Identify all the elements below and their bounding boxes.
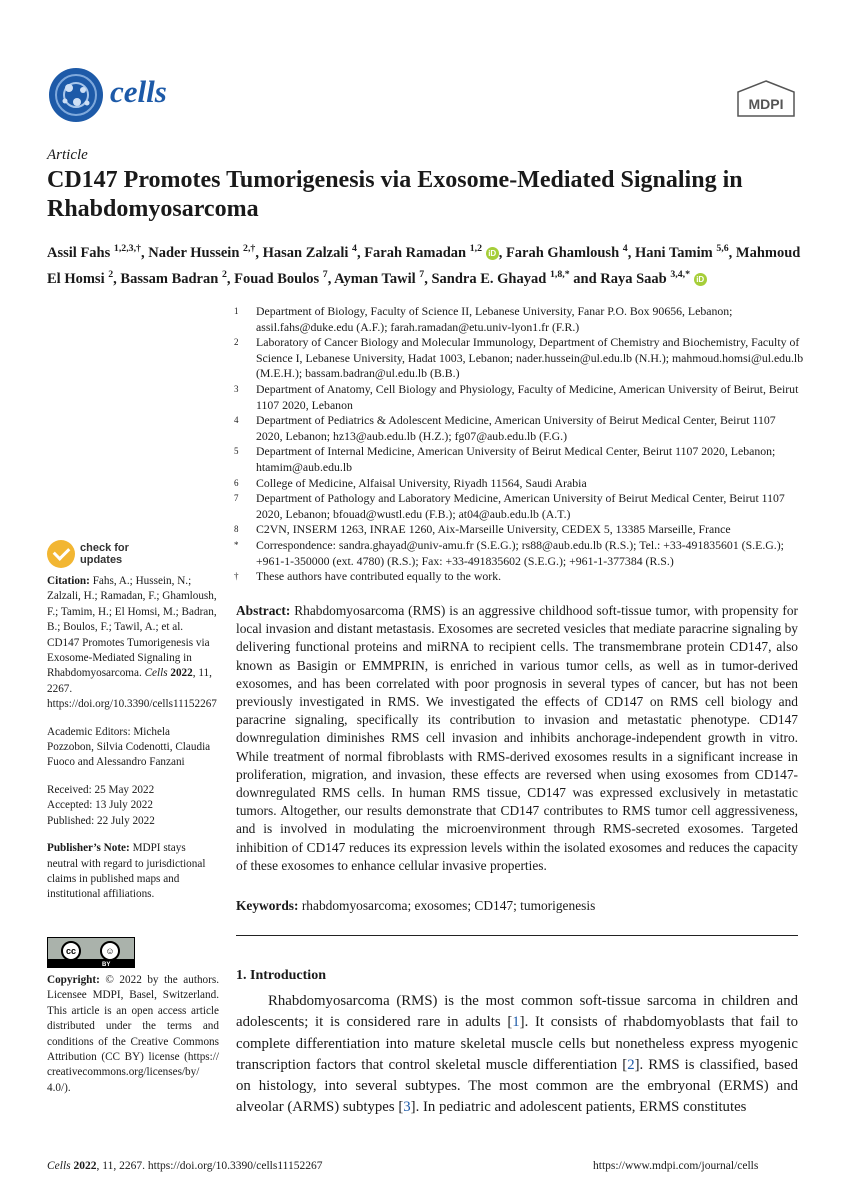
affiliation-number: † <box>234 571 239 582</box>
affiliation-item <box>234 538 804 569</box>
attribution-person-icon: ☺ <box>100 941 120 961</box>
author-name[interactable]: Bassam Badran $^2$ <box>120 268 227 287</box>
affiliation-number: 4 <box>234 415 239 426</box>
author-affiliation-marks: 1,2,3,† <box>113 243 141 254</box>
cells-journal-logo-icon <box>47 66 105 124</box>
author-name[interactable]: Assil Fahs $^{1,2,3,\dagger}$ <box>47 243 141 261</box>
abstract-text: Rhabdomyosarcoma (RMS) is an aggressive childhood soft-tissue tumor, with propensity for local invasion and distant metastasis. Exosomes are secreted vesicles that mediate paracrine signaling by delivering functional proteins and miRNA to recipient cells. The transmembrane protein CD147, also known as Basigin or EMMPRIN, is enriched in various tumor cells, as well as in tumor-derived exosomes, and has been correlated with poor prognosis in several types of cancer, but has not been previously investigated in RMS. We investigated the effects of CD147 on RMS cell biology and paracrine signaling, specifically its contribution to invasion and metastatic phenotype. CD147 downregulation diminishes RMS cell invasion and inhibits anchorage-independent growth in vitro. While treatment of normal fibroblasts with RMS-derived exosomes results in a significant increase in proliferation, migration, and invasion, these effects are reversed when using exosomes from CD147-downregulated RMS cells. In human RMS tissue, CD147 was expressed exclusively in metastatic tumors. Altogether, our results demonstrate that CD147 contributes to RMS tumor cell aggressiveness, and is involved in modulating the microenvironment through RMS-secreted exosomes. Targeted inhibition of CD147 reduces its expression levels within the isolated exosomes and reduces the capacity of these exosomes to enhance cellular invasive properties. <box>236 603 798 873</box>
author-conjunction: and <box>569 270 601 287</box>
footer-citation <box>47 1160 322 1172</box>
author-name[interactable]: Fouad Boulos $^7$ <box>234 268 328 287</box>
affiliation-item <box>234 413 804 444</box>
author-affiliation-marks: 4 <box>352 243 357 254</box>
keywords-text: rhabdomyosarcoma; exosomes; CD147; tumorigenesis <box>301 898 596 913</box>
publisher-note-text: MDPI stays neutral with regard to jurisdictional claims in published maps and institutional affiliations. <box>47 842 206 901</box>
article-title: CD147 Promotes Tumorigenesis via Exosome-Mediated Signaling in Rhabdomyosarcoma <box>47 167 743 222</box>
affiliation-text: These authors have contributed equally to the work. <box>256 569 502 584</box>
published-date: Published: 22 July 2022 <box>47 814 155 827</box>
publisher-note <box>47 841 217 903</box>
author-affiliation-marks: 5,6 <box>716 243 729 254</box>
keywords <box>236 897 798 915</box>
affiliation-text: Correspondence: sandra.ghayad@univ-amu.fr (S.E.G.); rs88@aub.edu.lb (R.S.); Tel.: +33-491835601 (S.E.G.); +961-1-350000 (ext. 4780) (R.S.); Fax: +33-491835602 (S.E.G.); +961-1-377384 (R.S.) <box>256 537 784 568</box>
author-list: Assil Fahs $^{1,2,3,\dagger}$, Nader Hussein $^{2,\dagger}$, Hasan Zalzali $^4$, Farah Ramadan $^{1,2}$ iD , Farah Ghamloush $^4$, Hani Tamim $^{5,6}$, Mahmoud El Homsi $^2$, Bassam Badran $^2$, Fouad Boulos $^7$, Ayman Tawil $^7$, Sandra E. Ghayad $^{1,8,*}$ and Raya Saab $^{3,4,*}$ iD <box>47 243 801 287</box>
affiliation-item <box>234 335 804 382</box>
affiliation-text: College of Medicine, Alfaisal University, Riyadh 11564, Saudi Arabia <box>256 475 587 490</box>
orcid-icon[interactable]: iD <box>486 247 499 260</box>
affiliation-text: Laboratory of Cancer Biology and Molecular Immunology, Department of Chemistry and Biochemistry, Faculty of Science I, Lebanese University, Hadat 1003, Lebanon; nader.hussein@ul.edu.lb (N.H.); mahmoud.homsi@ul.edu.lb (M.E.H.); bassam.badran@ul.edu.lb (B.B.) <box>256 335 804 381</box>
academic-editors: Academic Editors: Michela Pozzobon, Silvia Codenotti, Claudia Fuoco and Alessandro Fanzani <box>47 725 211 769</box>
affiliation-number: 1 <box>234 306 239 316</box>
received-date: Received: 25 May 2022 <box>47 783 155 796</box>
author-name[interactable]: Hasan Zalzali $^4$ <box>262 243 357 261</box>
reference-link-2[interactable]: 2 <box>627 1056 635 1073</box>
cc-by-license-badge[interactable] <box>47 937 135 968</box>
keywords-label: Keywords: <box>236 898 299 913</box>
author-name[interactable]: Farah Ghamloush $^4$ <box>505 243 628 261</box>
introduction-paragraph: Rhabdomyosarcoma (RMS) is the most common soft-tissue sarcoma in children and adolescents; it is considered rare in adults [1]. It consists of rhabdomyoblasts that fail to complete differentiation into mature skeletal muscle cells but nonetheless express myogenic transcription factors that control skeletal muscle differentiation [2]. RMS is classified, based on histology, into several subtypes. The most common are the embryonal (ERMS) and alveolar (ARMS) subtypes [3]. In pediatric and adolescent patients, ERMS constitutes <box>236 993 798 1116</box>
mdpi-logo <box>736 80 796 118</box>
affiliation-number: 6 <box>234 477 239 488</box>
affiliation-item <box>234 444 804 475</box>
author-affiliation-marks: 7 <box>419 268 425 280</box>
author-affiliation-marks: 1,2 <box>469 243 483 254</box>
author-affiliation-marks: 7 <box>322 268 328 280</box>
footer-year: 2022 <box>73 1160 97 1172</box>
footer-doi[interactable]: , 11, 2267. https://doi.org/10.3390/cells11152267 <box>96 1160 323 1172</box>
affiliation-item <box>234 476 804 492</box>
citation-journal: Cells <box>144 667 168 680</box>
affiliation-text: C2VN, INSERM 1263, INRAE 1260, Aix-Marseille University, CEDEX 5, 13385 Marseille, France <box>256 522 731 537</box>
citation <box>47 574 217 713</box>
check-for-updates-button[interactable] <box>47 540 187 572</box>
dates <box>47 783 217 829</box>
reference-link-1[interactable]: 1 <box>512 1014 520 1031</box>
affiliations <box>234 304 804 585</box>
journal-name: cells <box>110 74 167 109</box>
citation-text: Fahs, A.; Hussein, N.; Zalzali, H.; Ramadan, F.; Ghamloush, F.; Tamim, H.; El Homsi, M.; Badran, B.; Boulos, F.; Tawil, A.; et al. CD147 Promotes Tumorigenesis via Exosome-Mediated Signaling in Rhabdomyosarcoma. <box>47 575 217 680</box>
check-updates-label: check for updates <box>80 542 129 566</box>
author-affiliation-marks: 4 <box>622 243 628 254</box>
affiliation-number: 3 <box>234 383 239 394</box>
affiliation-item <box>234 569 804 585</box>
check-updates-icon <box>47 540 75 568</box>
affiliation-text: Department of Internal Medicine, American University of Beirut Medical Center, Beirut 1107 2020, Lebanon; htamim@aub.edu.lb <box>256 444 776 474</box>
copyright-notice <box>47 973 219 1096</box>
section-divider <box>236 935 798 936</box>
cc-by-label: BY <box>102 962 111 968</box>
publisher-note-label: Publisher’s Note: <box>47 842 130 855</box>
citation-label: Citation: <box>47 575 90 587</box>
orcid-icon[interactable]: iD <box>694 273 707 286</box>
article-type: Article <box>47 147 88 163</box>
footer-journal-url[interactable]: https://www.mdpi.com/journal/cells <box>593 1160 759 1172</box>
copyright-label: Copyright: <box>47 974 100 986</box>
affiliation-item <box>234 382 804 413</box>
copyright-text: © 2022 by the authors. Licensee MDPI, Basel, Switzerland. This article is an open access article distributed under the terms and conditions of the Creative Commons Attribution (CC BY) license (https:// creativecommons.org/licenses/by/ 4.0/). <box>47 974 220 1094</box>
affiliation-number: 7 <box>234 493 239 504</box>
affiliation-text: Department of Anatomy, Cell Biology and Physiology, Faculty of Medicine, American University of Beirut, Beirut 1107 2020, Lebanon <box>256 381 799 412</box>
affiliation-text: Department of Biology, Faculty of Science II, Lebanese University, Fanar P.O. Box 90656, Lebanon; assil.fahs@duke.edu (A.F.); farah.ramadan@etu.univ-lyon1.fr (F.R.) <box>256 304 733 334</box>
author-affiliation-marks: 2 <box>221 268 227 280</box>
accepted-date: Accepted: 13 July 2022 <box>47 799 153 812</box>
affiliation-number: 5 <box>234 446 239 457</box>
affiliation-number: 2 <box>234 337 239 348</box>
citation-year: 2022 <box>170 667 193 680</box>
affiliation-number: 8 <box>234 524 239 535</box>
author-name[interactable]: Mahmoud El Homsi $^2$ <box>47 244 801 287</box>
author-name[interactable]: Sandra E. Ghayad $^{1,8,*}$ <box>431 268 570 287</box>
citation-rest[interactable]: , 11, 2267. https://doi.org/10.3390/cells11152267 <box>47 667 217 711</box>
author-name[interactable]: Farah Ramadan $^{1,2}$ iD <box>364 245 498 261</box>
introduction-heading: 1. Introduction <box>236 968 326 983</box>
abstract-label: Abstract: <box>236 603 291 618</box>
author-name[interactable]: Ayman Tawil $^7$ <box>334 268 425 287</box>
author-affiliation-marks: 1,8,* <box>549 268 570 280</box>
affiliation-text: Department of Pediatrics & Adolescent Medicine, American University of Beirut Medical Center, Beirut 1107 2020, Lebanon; hz13@aub.edu.lb (H.Z.); fg07@aub.edu.lb (F.G.) <box>256 413 776 443</box>
footer-journal: Cells <box>47 1160 71 1172</box>
sidebar <box>47 574 217 915</box>
affiliation-number: * <box>234 539 239 550</box>
author-name[interactable]: Hani Tamim $^{5,6}$ <box>634 243 729 261</box>
author-affiliation-marks: 2 <box>108 268 114 280</box>
mdpi-logo-text: MDPI <box>748 96 784 112</box>
abstract <box>236 602 798 875</box>
reference-link-3[interactable]: 3 <box>403 1099 411 1116</box>
author-name[interactable]: Raya Saab $^{3,4,*}$ iD <box>600 271 706 287</box>
affiliation-text: Department of Pathology and Laboratory Medicine, American University of Beirut Medical Center, Beirut 1107 2020, Lebanon; bfouad@wustl.edu (F.B.); at04@aub.edu.lb (A.T.) <box>256 491 785 521</box>
cc-icon: cc <box>61 941 81 961</box>
affiliation-item <box>234 522 804 538</box>
author-name[interactable]: Nader Hussein $^{2,\dagger}$ <box>148 243 256 261</box>
affiliation-item <box>234 491 804 522</box>
author-affiliation-marks: 2,† <box>243 243 256 254</box>
author-affiliation-marks: 3,4,* <box>670 268 691 280</box>
affiliation-item <box>234 304 804 335</box>
